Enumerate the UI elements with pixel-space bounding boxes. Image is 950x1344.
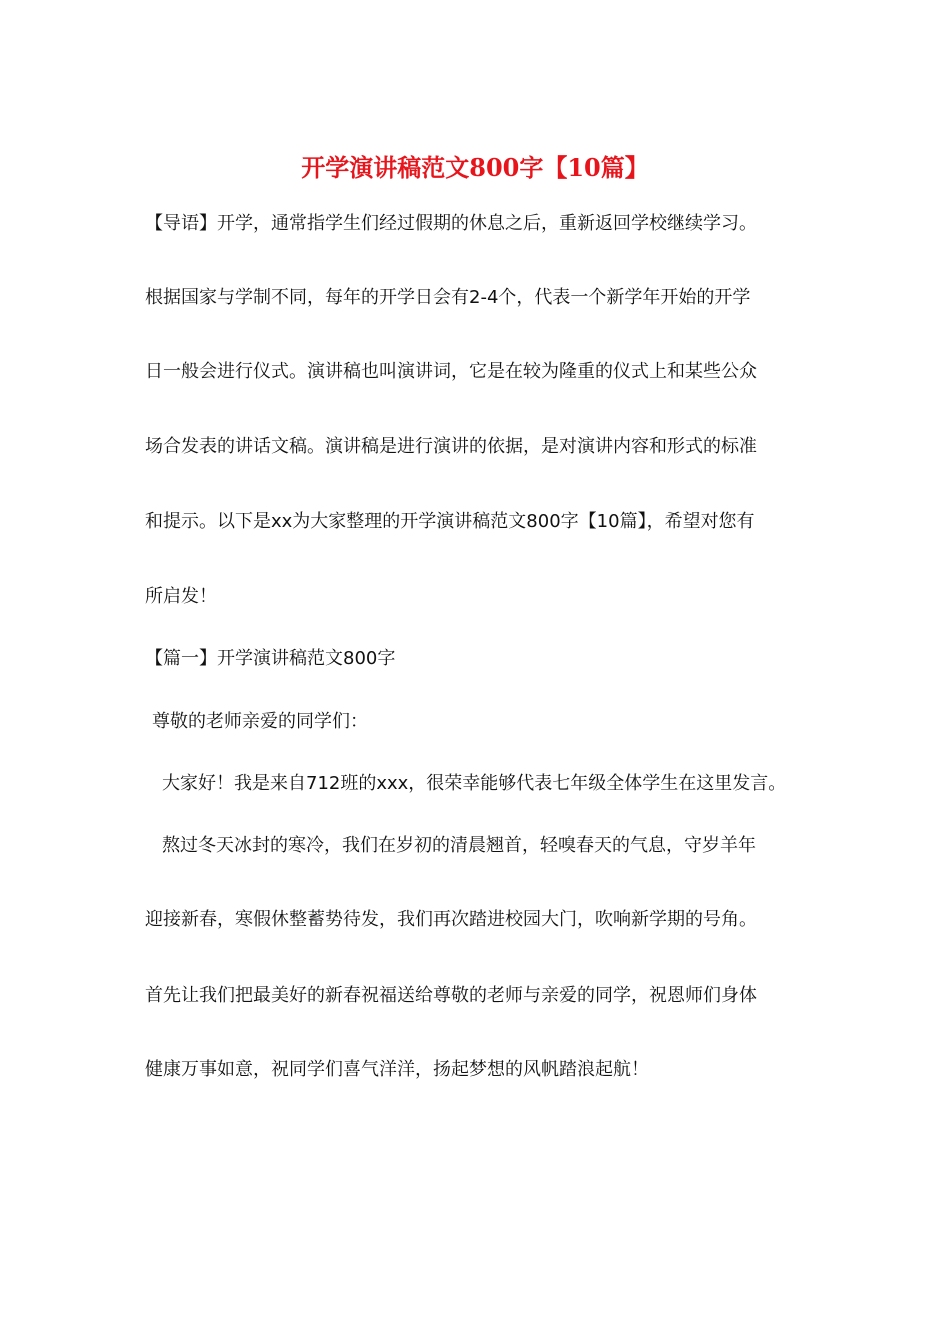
document-title: 开学演讲稿范文800字【10篇】 (301, 153, 649, 182)
intro-line-4: 场合发表的讲话文稿。演讲稿是进行演讲的依据，是对演讲内容和形式的标准 (145, 436, 757, 457)
body-line-2: 迎接新春，寒假休整蓄势待发，我们再次踏进校园大门，吹响新学期的号角。 (145, 909, 757, 930)
intro-line-5: 和提示。以下是xx为大家整理的开学演讲稿范文800字【10篇】，希望对您有 (145, 511, 755, 532)
body-line-1: 熬过冬天冰封的寒冷，我们在岁初的清晨翘首，轻嗅春天的气息，守岁羊年 (162, 835, 756, 856)
salutation: 尊敬的老师亲爱的同学们： (152, 711, 368, 732)
body-line-3: 首先让我们把最美好的新春祝福送给尊敬的老师与亲爱的同学，祝恩师们身体 (145, 985, 757, 1006)
body-line-4: 健康万事如意，祝同学们喜气洋洋，扬起梦想的风帆踏浪起航！ (145, 1059, 649, 1080)
intro-line-6: 所启发！ (145, 586, 217, 607)
intro-line-1: 【导语】开学，通常指学生们经过假期的休息之后，重新返回学校继续学习。 (145, 213, 757, 234)
section-heading: 【篇一】开学演讲稿范文800字 (145, 648, 396, 669)
intro-line-3: 日一般会进行仪式。演讲稿也叫演讲词，它是在较为隆重的仪式上和某些公众 (145, 361, 757, 382)
intro-line-2: 根据国家与学制不同，每年的开学日会有2-4个，代表一个新学年开始的开学 (145, 287, 751, 308)
greeting-paragraph: 大家好！我是来自712班的xxx，很荣幸能够代表七年级全体学生在这里发言。 (162, 773, 787, 794)
